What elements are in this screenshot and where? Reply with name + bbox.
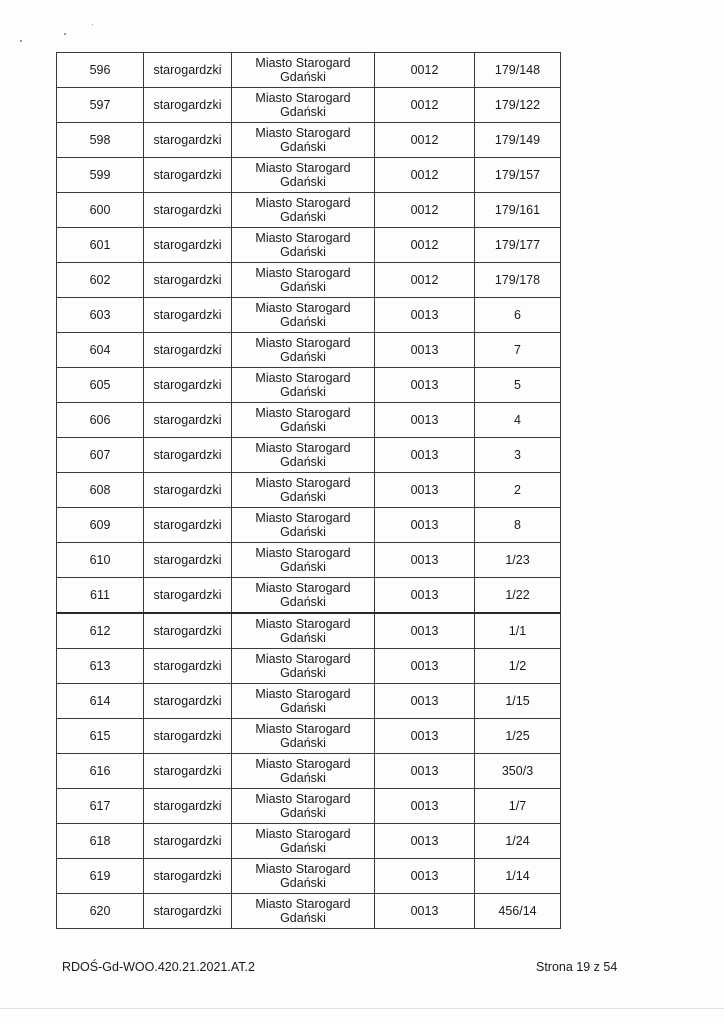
- parcel-cell: 1/25: [475, 719, 561, 754]
- municipality-line: Miasto Starogard: [255, 687, 351, 701]
- table-row: [57, 578, 561, 614]
- county-cell: starogardzki: [144, 333, 232, 368]
- parcel-cell: 179/149: [475, 123, 561, 158]
- precinct-cell: 0013: [375, 578, 475, 614]
- municipality-cell: [232, 263, 375, 298]
- municipality-line: Gdański: [280, 385, 326, 399]
- table-row: [57, 649, 561, 684]
- county-cell: starogardzki: [144, 193, 232, 228]
- municipality-line: Miasto Starogard: [255, 336, 351, 350]
- municipality-cell: [232, 859, 375, 894]
- table-row: [57, 228, 561, 263]
- municipality-line: Miasto Starogard: [255, 406, 351, 420]
- lp-cell: 619: [57, 859, 144, 894]
- parcel-cell: 179/177: [475, 228, 561, 263]
- parcel-cell: 179/178: [475, 263, 561, 298]
- municipality-line: Miasto Starogard: [255, 617, 351, 631]
- parcel-cell: 1/23: [475, 543, 561, 578]
- parcel-cell: 1/24: [475, 824, 561, 859]
- municipality-line: Miasto Starogard: [255, 266, 351, 280]
- parcel-cell: 2: [475, 473, 561, 508]
- parcel-cell: 179/122: [475, 88, 561, 123]
- table-row: [57, 53, 561, 88]
- county-cell: starogardzki: [144, 859, 232, 894]
- lp-cell: 605: [57, 368, 144, 403]
- table-row: [57, 438, 561, 473]
- municipality-line: Miasto Starogard: [255, 301, 351, 315]
- municipality-line: Gdański: [280, 315, 326, 329]
- lp-cell: 603: [57, 298, 144, 333]
- precinct-cell: 0013: [375, 508, 475, 543]
- table-row: [57, 193, 561, 228]
- municipality-line: Miasto Starogard: [255, 56, 351, 70]
- municipality-cell: [232, 368, 375, 403]
- municipality-line: Gdański: [280, 280, 326, 294]
- municipality-line: Miasto Starogard: [255, 196, 351, 210]
- county-cell: starogardzki: [144, 754, 232, 789]
- table-row: [57, 298, 561, 333]
- precinct-cell: 0013: [375, 754, 475, 789]
- municipality-line: Miasto Starogard: [255, 371, 351, 385]
- table-row: [57, 789, 561, 824]
- parcel-cell: 1/22: [475, 578, 561, 614]
- municipality-cell: [232, 53, 375, 88]
- municipality-line: Miasto Starogard: [255, 231, 351, 245]
- page-divider: [0, 1008, 724, 1009]
- municipality-line: Gdański: [280, 911, 326, 925]
- parcel-cell: 179/148: [475, 53, 561, 88]
- municipality-cell: [232, 333, 375, 368]
- county-cell: starogardzki: [144, 543, 232, 578]
- table-row: [57, 123, 561, 158]
- document-reference: RDOŚ-Gd-WOO.420.21.2021.AT.2: [62, 960, 255, 974]
- county-cell: starogardzki: [144, 508, 232, 543]
- municipality-line: Gdański: [280, 490, 326, 504]
- municipality-cell: [232, 578, 375, 614]
- lp-cell: 620: [57, 894, 144, 929]
- municipality-cell: [232, 649, 375, 684]
- precinct-cell: 0013: [375, 333, 475, 368]
- lp-cell: 612: [57, 613, 144, 649]
- municipality-line: Miasto Starogard: [255, 126, 351, 140]
- precinct-cell: 0013: [375, 438, 475, 473]
- municipality-line: Miasto Starogard: [255, 652, 351, 666]
- county-cell: starogardzki: [144, 789, 232, 824]
- parcel-cell: 1/7: [475, 789, 561, 824]
- table-row: [57, 368, 561, 403]
- municipality-line: Miasto Starogard: [255, 581, 351, 595]
- municipality-line: Gdański: [280, 210, 326, 224]
- table-row: [57, 508, 561, 543]
- precinct-cell: 0012: [375, 158, 475, 193]
- lp-cell: 608: [57, 473, 144, 508]
- parcel-table: [56, 52, 561, 929]
- precinct-cell: 0013: [375, 789, 475, 824]
- municipality-cell: [232, 543, 375, 578]
- municipality-line: Gdański: [280, 736, 326, 750]
- county-cell: starogardzki: [144, 578, 232, 614]
- county-cell: starogardzki: [144, 368, 232, 403]
- table-row: [57, 473, 561, 508]
- parcel-cell: 7: [475, 333, 561, 368]
- municipality-cell: [232, 789, 375, 824]
- municipality-line: Gdański: [280, 701, 326, 715]
- precinct-cell: 0013: [375, 473, 475, 508]
- county-cell: starogardzki: [144, 824, 232, 859]
- municipality-line: Gdański: [280, 175, 326, 189]
- lp-cell: 598: [57, 123, 144, 158]
- precinct-cell: 0012: [375, 53, 475, 88]
- municipality-line: Miasto Starogard: [255, 476, 351, 490]
- precinct-cell: 0012: [375, 263, 475, 298]
- table-row: [57, 158, 561, 193]
- municipality-cell: [232, 473, 375, 508]
- municipality-line: Gdański: [280, 420, 326, 434]
- table-row: [57, 719, 561, 754]
- table-row: [57, 613, 561, 649]
- lp-cell: 615: [57, 719, 144, 754]
- table-row: [57, 333, 561, 368]
- table-row: [57, 543, 561, 578]
- municipality-cell: [232, 613, 375, 649]
- lp-cell: 597: [57, 88, 144, 123]
- lp-cell: 609: [57, 508, 144, 543]
- lp-cell: 601: [57, 228, 144, 263]
- municipality-line: Gdański: [280, 105, 326, 119]
- municipality-cell: [232, 508, 375, 543]
- municipality-cell: [232, 228, 375, 263]
- municipality-line: Gdański: [280, 560, 326, 574]
- parcel-cell: 4: [475, 403, 561, 438]
- table-row: [57, 263, 561, 298]
- municipality-line: Gdański: [280, 771, 326, 785]
- county-cell: starogardzki: [144, 894, 232, 929]
- county-cell: starogardzki: [144, 88, 232, 123]
- lp-cell: 610: [57, 543, 144, 578]
- county-cell: starogardzki: [144, 719, 232, 754]
- municipality-cell: [232, 123, 375, 158]
- municipality-line: Gdański: [280, 806, 326, 820]
- county-cell: starogardzki: [144, 649, 232, 684]
- lp-cell: 616: [57, 754, 144, 789]
- municipality-line: Miasto Starogard: [255, 511, 351, 525]
- table-row: [57, 684, 561, 719]
- precinct-cell: 0013: [375, 824, 475, 859]
- municipality-cell: [232, 193, 375, 228]
- municipality-cell: [232, 719, 375, 754]
- precinct-cell: 0012: [375, 228, 475, 263]
- municipality-line: Gdański: [280, 876, 326, 890]
- parcel-table-body: [57, 53, 561, 929]
- precinct-cell: 0012: [375, 193, 475, 228]
- county-cell: starogardzki: [144, 123, 232, 158]
- page-number: Strona 19 z 54: [536, 960, 618, 974]
- county-cell: starogardzki: [144, 613, 232, 649]
- parcel-cell: 179/157: [475, 158, 561, 193]
- precinct-cell: 0013: [375, 403, 475, 438]
- lp-cell: 614: [57, 684, 144, 719]
- parcel-cell: 6: [475, 298, 561, 333]
- lp-cell: 604: [57, 333, 144, 368]
- lp-cell: 617: [57, 789, 144, 824]
- table-row: [57, 824, 561, 859]
- municipality-line: Gdański: [280, 666, 326, 680]
- table-row: [57, 859, 561, 894]
- county-cell: starogardzki: [144, 158, 232, 193]
- precinct-cell: 0013: [375, 894, 475, 929]
- municipality-line: Gdański: [280, 631, 326, 645]
- municipality-cell: [232, 824, 375, 859]
- parcel-cell: 1/2: [475, 649, 561, 684]
- parcel-cell: 1/14: [475, 859, 561, 894]
- municipality-line: Miasto Starogard: [255, 722, 351, 736]
- municipality-line: Miasto Starogard: [255, 827, 351, 841]
- municipality-line: Gdański: [280, 350, 326, 364]
- lp-cell: 602: [57, 263, 144, 298]
- table-row: [57, 403, 561, 438]
- municipality-cell: [232, 158, 375, 193]
- county-cell: starogardzki: [144, 473, 232, 508]
- lp-cell: 607: [57, 438, 144, 473]
- county-cell: starogardzki: [144, 403, 232, 438]
- table-row: [57, 754, 561, 789]
- precinct-cell: 0013: [375, 543, 475, 578]
- municipality-line: Gdański: [280, 525, 326, 539]
- municipality-line: Gdański: [280, 245, 326, 259]
- municipality-cell: [232, 684, 375, 719]
- municipality-line: Gdański: [280, 140, 326, 154]
- municipality-line: Gdański: [280, 70, 326, 84]
- municipality-cell: [232, 298, 375, 333]
- parcel-cell: 5: [475, 368, 561, 403]
- municipality-cell: [232, 754, 375, 789]
- lp-cell: 613: [57, 649, 144, 684]
- lp-cell: 611: [57, 578, 144, 614]
- parcel-cell: 3: [475, 438, 561, 473]
- parcel-cell: 350/3: [475, 754, 561, 789]
- county-cell: starogardzki: [144, 228, 232, 263]
- county-cell: starogardzki: [144, 684, 232, 719]
- municipality-line: Miasto Starogard: [255, 757, 351, 771]
- municipality-cell: [232, 438, 375, 473]
- precinct-cell: 0013: [375, 859, 475, 894]
- municipality-line: Gdański: [280, 841, 326, 855]
- precinct-cell: 0013: [375, 649, 475, 684]
- county-cell: starogardzki: [144, 438, 232, 473]
- parcel-cell: 456/14: [475, 894, 561, 929]
- parcel-cell: 8: [475, 508, 561, 543]
- precinct-cell: 0013: [375, 684, 475, 719]
- lp-cell: 599: [57, 158, 144, 193]
- precinct-cell: 0013: [375, 719, 475, 754]
- county-cell: starogardzki: [144, 53, 232, 88]
- municipality-line: Miasto Starogard: [255, 792, 351, 806]
- municipality-cell: [232, 88, 375, 123]
- municipality-line: Miasto Starogard: [255, 161, 351, 175]
- lp-cell: 618: [57, 824, 144, 859]
- table-row: [57, 894, 561, 929]
- municipality-line: Miasto Starogard: [255, 91, 351, 105]
- county-cell: starogardzki: [144, 298, 232, 333]
- municipality-line: Miasto Starogard: [255, 441, 351, 455]
- municipality-cell: [232, 894, 375, 929]
- precinct-cell: 0012: [375, 88, 475, 123]
- municipality-line: Miasto Starogard: [255, 862, 351, 876]
- municipality-cell: [232, 403, 375, 438]
- precinct-cell: 0013: [375, 613, 475, 649]
- parcel-cell: 179/161: [475, 193, 561, 228]
- table-row: [57, 88, 561, 123]
- parcel-cell: 1/1: [475, 613, 561, 649]
- lp-cell: 606: [57, 403, 144, 438]
- municipality-line: Gdański: [280, 455, 326, 469]
- lp-cell: 600: [57, 193, 144, 228]
- lp-cell: 596: [57, 53, 144, 88]
- municipality-line: Miasto Starogard: [255, 897, 351, 911]
- precinct-cell: 0013: [375, 368, 475, 403]
- parcel-cell: 1/15: [475, 684, 561, 719]
- county-cell: starogardzki: [144, 263, 232, 298]
- precinct-cell: 0013: [375, 298, 475, 333]
- municipality-line: Gdański: [280, 595, 326, 609]
- municipality-line: Miasto Starogard: [255, 546, 351, 560]
- precinct-cell: 0012: [375, 123, 475, 158]
